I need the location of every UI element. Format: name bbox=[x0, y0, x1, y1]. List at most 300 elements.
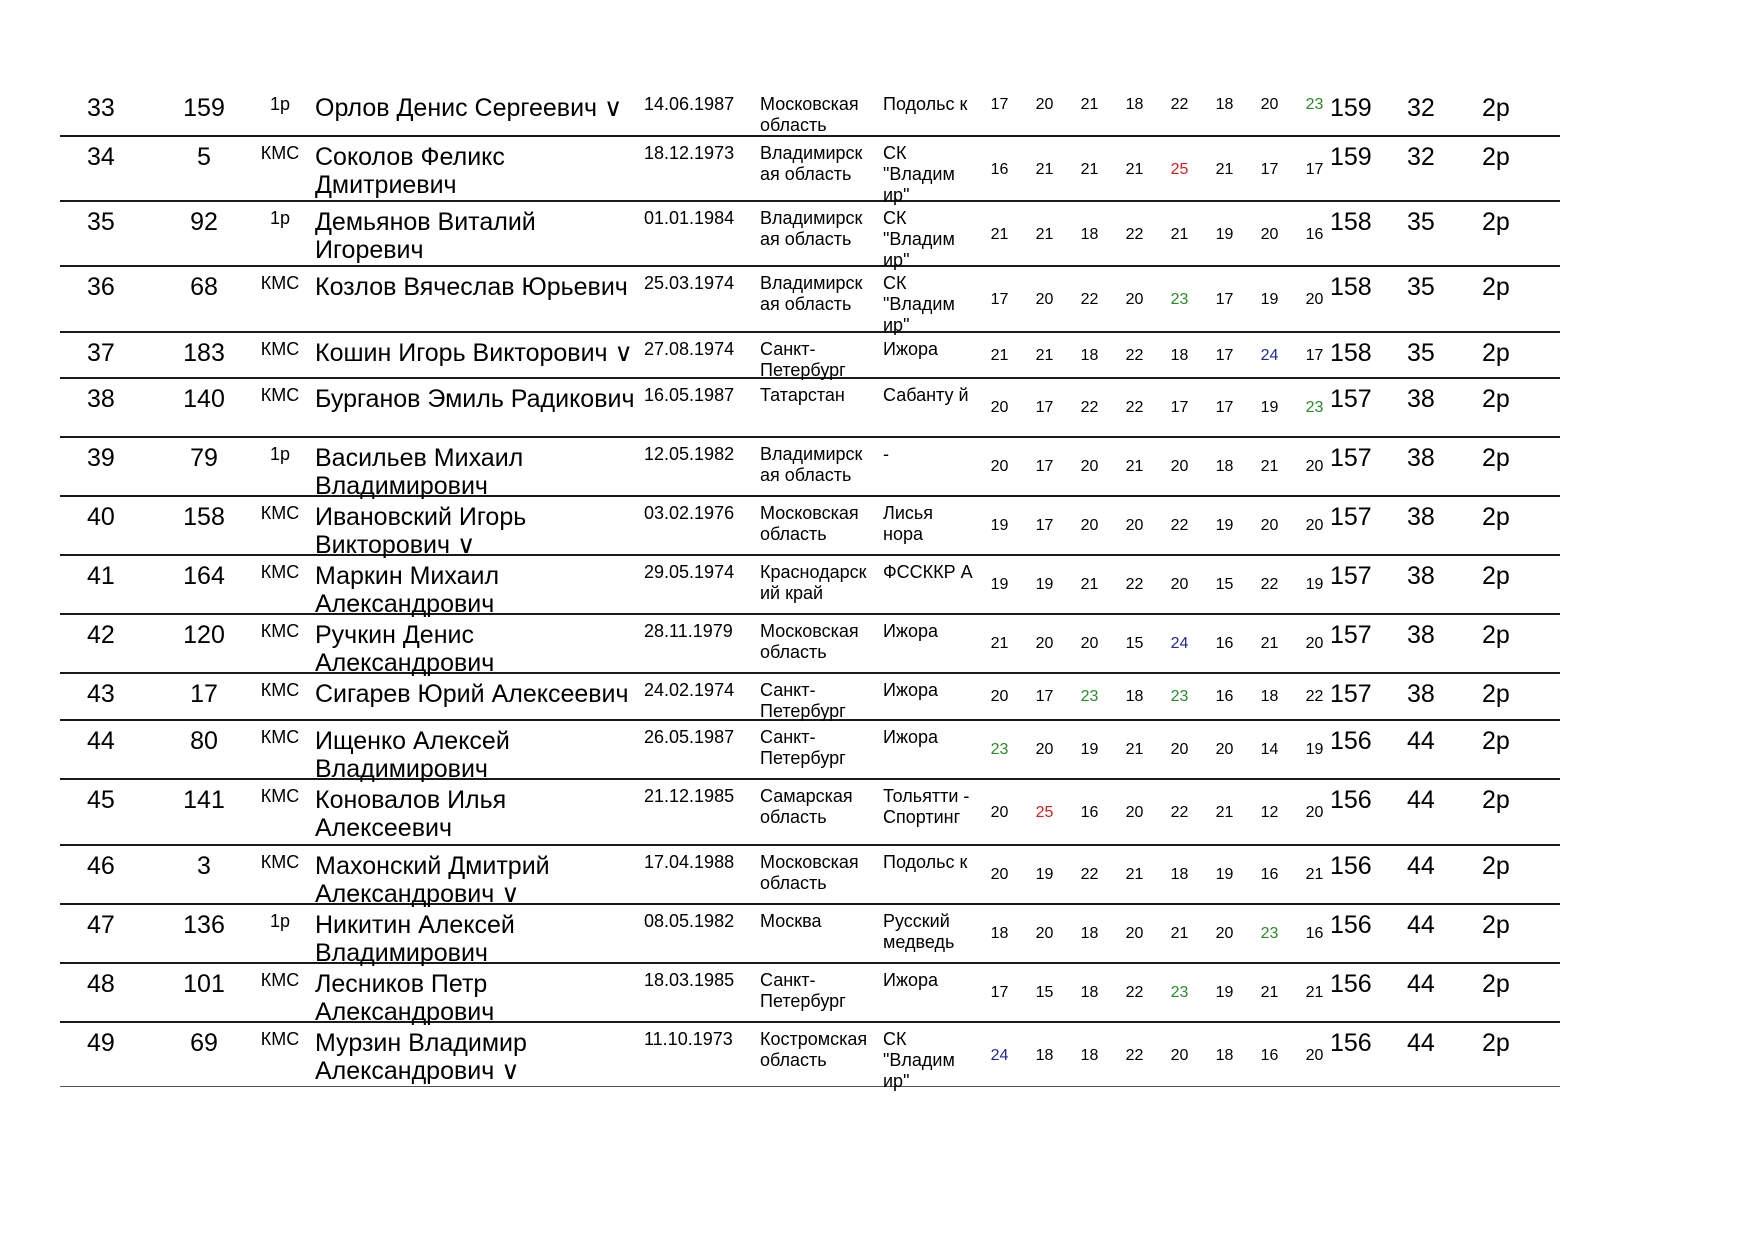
series-score-cell: 18 bbox=[1080, 1047, 1099, 1064]
series-score-cell: 22 bbox=[1080, 291, 1099, 308]
qualification-cell: 2р bbox=[1482, 852, 1510, 880]
table-row bbox=[60, 267, 1560, 333]
shared-position-cell: 35 bbox=[1407, 273, 1435, 301]
series-score-cell: 20 bbox=[1170, 1047, 1189, 1064]
series-score-cell: 22 bbox=[1125, 347, 1144, 364]
table-row bbox=[60, 905, 1560, 967]
place-cell: 46 bbox=[87, 852, 115, 880]
total-score-cell: 158 bbox=[1330, 273, 1372, 301]
sport-rank-cell: КМС bbox=[260, 562, 300, 582]
table-row bbox=[60, 846, 1560, 908]
qualification-cell: 2р bbox=[1482, 385, 1510, 413]
series-scores bbox=[977, 458, 1337, 476]
region-cell: Санкт- Петербург bbox=[760, 727, 846, 768]
athlete-name-cell: Орлов Денис Сергеевич ∨ bbox=[315, 94, 623, 122]
club-cell: Тольятти - Спортинг bbox=[883, 786, 970, 827]
table-row bbox=[60, 379, 1560, 438]
club-cell: СК "Владим ир" bbox=[883, 273, 955, 335]
qualification-cell: 2р bbox=[1482, 339, 1510, 367]
bib-number-cell: 5 bbox=[197, 143, 211, 171]
qualification-cell: 2р bbox=[1482, 208, 1510, 236]
shared-position-cell: 32 bbox=[1407, 143, 1435, 171]
series-score-cell: 12 bbox=[1260, 804, 1279, 821]
series-score-cell: 21 bbox=[1080, 96, 1099, 113]
qualification-cell: 2р bbox=[1482, 621, 1510, 649]
series-score-cell: 20 bbox=[1260, 226, 1279, 243]
series-score-cell: 21 bbox=[1260, 984, 1279, 1001]
athlete-name-cell: Демьянов Виталий Игоревич bbox=[315, 208, 536, 264]
series-score-cell: 19 bbox=[1260, 291, 1279, 308]
series-score-cell: 22 bbox=[1125, 226, 1144, 243]
series-score-cell: 20 bbox=[1080, 635, 1099, 652]
table-row bbox=[60, 721, 1560, 783]
series-scores bbox=[977, 576, 1337, 594]
shared-position-cell: 44 bbox=[1407, 911, 1435, 939]
series-score-cell: 21 bbox=[1170, 925, 1189, 942]
series-score-cell: 20 bbox=[1035, 96, 1054, 113]
birth-date-cell: 21.12.1985 bbox=[644, 786, 735, 806]
series-score-cell: 20 bbox=[990, 399, 1009, 416]
total-score-cell: 156 bbox=[1330, 1029, 1372, 1057]
series-score-cell: 20 bbox=[1215, 741, 1234, 758]
athlete-name-cell: Коновалов Илья Алексеевич bbox=[315, 786, 507, 842]
series-score-cell: 14 bbox=[1260, 741, 1279, 758]
qualification-cell: 2р bbox=[1482, 562, 1510, 590]
series-score-cell: 19 bbox=[1035, 576, 1054, 593]
place-cell: 43 bbox=[87, 680, 115, 708]
series-score-cell: 17 bbox=[1305, 347, 1324, 364]
series-scores bbox=[977, 1047, 1337, 1065]
series-score-cell: 23 bbox=[1080, 688, 1099, 705]
birth-date-cell: 24.02.1974 bbox=[644, 680, 735, 700]
table-row bbox=[60, 202, 1560, 270]
series-score-cell: 18 bbox=[1080, 984, 1099, 1001]
total-score-cell: 156 bbox=[1330, 852, 1372, 880]
series-scores bbox=[977, 804, 1337, 822]
series-score-cell: 17 bbox=[990, 291, 1009, 308]
series-score-cell: 17 bbox=[1170, 399, 1189, 416]
series-score-cell: 20 bbox=[1305, 804, 1324, 821]
table-row bbox=[60, 497, 1560, 559]
place-cell: 33 bbox=[87, 94, 115, 122]
series-score-cell: 20 bbox=[990, 458, 1009, 475]
place-cell: 47 bbox=[87, 911, 115, 939]
region-cell: Санкт- Петербург bbox=[760, 339, 846, 380]
region-cell: Владимирск ая область bbox=[760, 444, 863, 485]
sport-rank-cell: 1р bbox=[269, 444, 291, 464]
athlete-name-cell: Никитин Алексей Владимирович bbox=[315, 911, 515, 967]
club-cell: Лисья нора bbox=[883, 503, 933, 544]
sport-rank-cell: КМС bbox=[260, 727, 300, 747]
results-table bbox=[60, 88, 1560, 1091]
qualification-cell: 2р bbox=[1482, 680, 1510, 708]
series-score-cell: 21 bbox=[1035, 226, 1054, 243]
series-score-cell: 20 bbox=[1035, 925, 1054, 942]
birth-date-cell: 28.11.1979 bbox=[644, 621, 733, 641]
series-score-cell: 23 bbox=[1170, 984, 1189, 1001]
total-score-cell: 156 bbox=[1330, 970, 1372, 998]
series-score-cell: 22 bbox=[1125, 1047, 1144, 1064]
birth-date-cell: 03.02.1976 bbox=[644, 503, 735, 523]
birth-date-cell: 18.03.1985 bbox=[644, 970, 735, 990]
place-cell: 34 bbox=[87, 143, 115, 171]
qualification-cell: 2р bbox=[1482, 503, 1510, 531]
sport-rank-cell: КМС bbox=[260, 970, 300, 990]
series-score-cell: 19 bbox=[1080, 741, 1099, 758]
region-cell: Татарстан bbox=[760, 385, 845, 405]
shared-position-cell: 38 bbox=[1407, 680, 1435, 708]
place-cell: 49 bbox=[87, 1029, 115, 1057]
birth-date-cell: 17.04.1988 bbox=[644, 852, 735, 872]
series-score-cell: 17 bbox=[1035, 517, 1054, 534]
club-cell: Ижора bbox=[883, 621, 939, 641]
series-score-cell: 20 bbox=[990, 866, 1009, 883]
series-score-cell: 23 bbox=[1260, 925, 1279, 942]
series-scores bbox=[977, 688, 1337, 706]
bib-number-cell: 68 bbox=[190, 273, 218, 301]
bib-number-cell: 159 bbox=[183, 94, 225, 122]
series-scores bbox=[977, 226, 1337, 244]
club-cell: Подольс к bbox=[883, 94, 968, 114]
birth-date-cell: 26.05.1987 bbox=[644, 727, 735, 747]
series-score-cell: 18 bbox=[1170, 866, 1189, 883]
place-cell: 35 bbox=[87, 208, 115, 236]
series-score-cell: 20 bbox=[1080, 517, 1099, 534]
sport-rank-cell: КМС bbox=[260, 273, 300, 293]
total-score-cell: 159 bbox=[1330, 94, 1372, 122]
series-score-cell: 22 bbox=[1170, 804, 1189, 821]
athlete-name-cell: Васильев Михаил Владимирович bbox=[315, 444, 524, 500]
series-score-cell: 21 bbox=[1125, 161, 1144, 178]
table-row bbox=[60, 88, 1560, 137]
total-score-cell: 157 bbox=[1330, 562, 1372, 590]
series-score-cell: 24 bbox=[1260, 347, 1279, 364]
series-scores bbox=[977, 291, 1337, 309]
bib-number-cell: 136 bbox=[183, 911, 225, 939]
series-score-cell: 23 bbox=[1170, 291, 1189, 308]
series-score-cell: 24 bbox=[1170, 635, 1189, 652]
series-score-cell: 18 bbox=[1125, 688, 1144, 705]
series-score-cell: 18 bbox=[990, 925, 1009, 942]
region-cell: Московская область bbox=[760, 503, 859, 544]
series-score-cell: 20 bbox=[990, 688, 1009, 705]
series-score-cell: 20 bbox=[1125, 517, 1144, 534]
series-score-cell: 21 bbox=[1080, 161, 1099, 178]
club-cell: Ижора bbox=[883, 339, 939, 359]
series-score-cell: 23 bbox=[1305, 399, 1324, 416]
athlete-name-cell: Мурзин Владимир Александрович ∨ bbox=[315, 1029, 527, 1085]
series-score-cell: 21 bbox=[1260, 635, 1279, 652]
series-score-cell: 18 bbox=[1125, 96, 1144, 113]
birth-date-cell: 18.12.1973 bbox=[644, 143, 735, 163]
series-score-cell: 22 bbox=[1125, 399, 1144, 416]
qualification-cell: 2р bbox=[1482, 94, 1510, 122]
series-score-cell: 21 bbox=[990, 226, 1009, 243]
sport-rank-cell: КМС bbox=[260, 786, 300, 806]
place-cell: 44 bbox=[87, 727, 115, 755]
series-score-cell: 18 bbox=[1080, 925, 1099, 942]
series-score-cell: 23 bbox=[990, 741, 1009, 758]
shared-position-cell: 44 bbox=[1407, 970, 1435, 998]
birth-date-cell: 16.05.1987 bbox=[644, 385, 735, 405]
sport-rank-cell: КМС bbox=[260, 385, 300, 405]
series-score-cell: 20 bbox=[990, 804, 1009, 821]
athlete-name-cell: Ищенко Алексей Владимирович bbox=[315, 727, 510, 783]
total-score-cell: 158 bbox=[1330, 208, 1372, 236]
series-scores bbox=[977, 866, 1337, 884]
total-score-cell: 159 bbox=[1330, 143, 1372, 171]
series-score-cell: 20 bbox=[1305, 517, 1324, 534]
shared-position-cell: 38 bbox=[1407, 503, 1435, 531]
club-cell: СК "Владим ир" bbox=[883, 208, 955, 270]
shared-position-cell: 44 bbox=[1407, 1029, 1435, 1057]
athlete-name-cell: Махонский Дмитрий Александрович ∨ bbox=[315, 852, 550, 908]
shared-position-cell: 44 bbox=[1407, 727, 1435, 755]
series-score-cell: 21 bbox=[1035, 347, 1054, 364]
series-score-cell: 20 bbox=[1215, 925, 1234, 942]
birth-date-cell: 25.03.1974 bbox=[644, 273, 735, 293]
series-score-cell: 21 bbox=[1215, 804, 1234, 821]
series-score-cell: 21 bbox=[1125, 741, 1144, 758]
table-row bbox=[60, 137, 1560, 205]
shared-position-cell: 38 bbox=[1407, 444, 1435, 472]
series-score-cell: 22 bbox=[1170, 517, 1189, 534]
series-score-cell: 20 bbox=[1125, 925, 1144, 942]
total-score-cell: 157 bbox=[1330, 444, 1372, 472]
sport-rank-cell: 1р bbox=[269, 911, 291, 931]
club-cell: Русский медведь bbox=[883, 911, 955, 952]
series-score-cell: 17 bbox=[1215, 291, 1234, 308]
bib-number-cell: 158 bbox=[183, 503, 225, 531]
place-cell: 38 bbox=[87, 385, 115, 413]
qualification-cell: 2р bbox=[1482, 727, 1510, 755]
total-score-cell: 157 bbox=[1330, 621, 1372, 649]
shared-position-cell: 38 bbox=[1407, 621, 1435, 649]
series-score-cell: 21 bbox=[1170, 226, 1189, 243]
birth-date-cell: 29.05.1974 bbox=[644, 562, 735, 582]
series-score-cell: 20 bbox=[1035, 291, 1054, 308]
series-score-cell: 19 bbox=[990, 576, 1009, 593]
sport-rank-cell: 1р bbox=[269, 208, 291, 228]
region-cell: Московская область bbox=[760, 94, 859, 135]
athlete-name-cell: Лесников Петр Александрович bbox=[315, 970, 495, 1026]
sport-rank-cell: КМС bbox=[260, 852, 300, 872]
sport-rank-cell: КМС bbox=[260, 680, 300, 700]
total-score-cell: 157 bbox=[1330, 680, 1372, 708]
series-score-cell: 18 bbox=[1260, 688, 1279, 705]
series-score-cell: 16 bbox=[1305, 226, 1324, 243]
shared-position-cell: 44 bbox=[1407, 852, 1435, 880]
region-cell: Санкт- Петербург bbox=[760, 680, 846, 721]
bib-number-cell: 69 bbox=[190, 1029, 218, 1057]
series-score-cell: 22 bbox=[1125, 984, 1144, 1001]
region-cell: Костромская область bbox=[760, 1029, 868, 1070]
shared-position-cell: 35 bbox=[1407, 208, 1435, 236]
club-cell: СК "Владим ир" bbox=[883, 143, 955, 205]
bib-number-cell: 164 bbox=[183, 562, 225, 590]
bib-number-cell: 140 bbox=[183, 385, 225, 413]
table-row bbox=[60, 674, 1560, 721]
series-score-cell: 18 bbox=[1080, 347, 1099, 364]
shared-position-cell: 32 bbox=[1407, 94, 1435, 122]
club-cell: Подольс к bbox=[883, 852, 968, 872]
region-cell: Краснодарск ий край bbox=[760, 562, 867, 603]
series-score-cell: 21 bbox=[1125, 458, 1144, 475]
series-score-cell: 17 bbox=[1305, 161, 1324, 178]
series-score-cell: 19 bbox=[1305, 741, 1324, 758]
series-score-cell: 20 bbox=[1305, 635, 1324, 652]
series-score-cell: 17 bbox=[1035, 399, 1054, 416]
series-score-cell: 17 bbox=[1215, 399, 1234, 416]
series-score-cell: 24 bbox=[990, 1047, 1009, 1064]
series-score-cell: 17 bbox=[1035, 458, 1054, 475]
series-score-cell: 15 bbox=[1125, 635, 1144, 652]
bib-number-cell: 17 bbox=[190, 680, 218, 708]
birth-date-cell: 11.10.1973 bbox=[644, 1029, 733, 1049]
series-score-cell: 16 bbox=[1215, 688, 1234, 705]
athlete-name-cell: Ивановский Игорь Викторович ∨ bbox=[315, 503, 527, 559]
series-score-cell: 21 bbox=[1035, 161, 1054, 178]
table-row bbox=[60, 1023, 1560, 1091]
athlete-name-cell: Маркин Михаил Александрович bbox=[315, 562, 500, 618]
series-score-cell: 20 bbox=[1170, 458, 1189, 475]
series-score-cell: 18 bbox=[1215, 96, 1234, 113]
total-score-cell: 157 bbox=[1330, 385, 1372, 413]
series-score-cell: 16 bbox=[1080, 804, 1099, 821]
series-score-cell: 19 bbox=[1035, 866, 1054, 883]
sport-rank-cell: 1р bbox=[269, 94, 291, 114]
series-score-cell: 20 bbox=[1260, 517, 1279, 534]
table-row bbox=[60, 964, 1560, 1026]
bib-number-cell: 101 bbox=[183, 970, 225, 998]
series-score-cell: 18 bbox=[1215, 1047, 1234, 1064]
series-scores bbox=[977, 741, 1337, 759]
series-score-cell: 22 bbox=[1170, 96, 1189, 113]
series-score-cell: 21 bbox=[1305, 866, 1324, 883]
region-cell: Владимирск ая область bbox=[760, 208, 863, 249]
place-cell: 45 bbox=[87, 786, 115, 814]
series-score-cell: 16 bbox=[1305, 925, 1324, 942]
club-cell: Ижора bbox=[883, 680, 939, 700]
total-score-cell: 156 bbox=[1330, 727, 1372, 755]
club-cell: ФССККР А bbox=[883, 562, 973, 582]
series-score-cell: 20 bbox=[1125, 291, 1144, 308]
series-score-cell: 20 bbox=[1170, 576, 1189, 593]
athlete-name-cell: Соколов Феликс Дмитриевич bbox=[315, 143, 505, 199]
qualification-cell: 2р bbox=[1482, 1029, 1510, 1057]
series-score-cell: 23 bbox=[1305, 96, 1324, 113]
sport-rank-cell: КМС bbox=[260, 503, 300, 523]
qualification-cell: 2р bbox=[1482, 911, 1510, 939]
series-score-cell: 19 bbox=[990, 517, 1009, 534]
series-score-cell: 22 bbox=[1080, 866, 1099, 883]
bib-number-cell: 79 bbox=[190, 444, 218, 472]
club-cell: Сабанту й bbox=[883, 385, 969, 405]
series-score-cell: 22 bbox=[1305, 688, 1324, 705]
qualification-cell: 2р bbox=[1482, 970, 1510, 998]
table-row bbox=[60, 780, 1560, 846]
series-score-cell: 18 bbox=[1035, 1047, 1054, 1064]
athlete-name-cell: Козлов Вячеслав Юрьевич bbox=[315, 273, 628, 301]
series-score-cell: 20 bbox=[1170, 741, 1189, 758]
place-cell: 42 bbox=[87, 621, 115, 649]
series-score-cell: 25 bbox=[1035, 804, 1054, 821]
table-row bbox=[60, 438, 1560, 500]
series-score-cell: 17 bbox=[990, 96, 1009, 113]
place-cell: 36 bbox=[87, 273, 115, 301]
series-scores bbox=[977, 984, 1337, 1002]
series-score-cell: 17 bbox=[1035, 688, 1054, 705]
series-score-cell: 18 bbox=[1080, 226, 1099, 243]
qualification-cell: 2р bbox=[1482, 273, 1510, 301]
total-score-cell: 156 bbox=[1330, 786, 1372, 814]
bib-number-cell: 3 bbox=[197, 852, 211, 880]
series-score-cell: 21 bbox=[1125, 866, 1144, 883]
series-score-cell: 20 bbox=[1035, 635, 1054, 652]
table-row bbox=[60, 556, 1560, 618]
series-score-cell: 16 bbox=[1260, 1047, 1279, 1064]
series-score-cell: 18 bbox=[1170, 347, 1189, 364]
qualification-cell: 2р bbox=[1482, 786, 1510, 814]
series-score-cell: 20 bbox=[1035, 741, 1054, 758]
club-cell: СК "Владим ир" bbox=[883, 1029, 955, 1091]
series-score-cell: 17 bbox=[1215, 347, 1234, 364]
shared-position-cell: 38 bbox=[1407, 385, 1435, 413]
sport-rank-cell: КМС bbox=[260, 339, 300, 359]
series-score-cell: 22 bbox=[1260, 576, 1279, 593]
sport-rank-cell: КМС bbox=[260, 1029, 300, 1049]
series-score-cell: 16 bbox=[1215, 635, 1234, 652]
birth-date-cell: 27.08.1974 bbox=[644, 339, 735, 359]
series-scores bbox=[977, 635, 1337, 653]
region-cell: Московская область bbox=[760, 621, 859, 662]
shared-position-cell: 38 bbox=[1407, 562, 1435, 590]
series-score-cell: 18 bbox=[1215, 458, 1234, 475]
series-score-cell: 20 bbox=[1305, 458, 1324, 475]
series-scores bbox=[977, 399, 1337, 417]
place-cell: 48 bbox=[87, 970, 115, 998]
region-cell: Владимирск ая область bbox=[760, 143, 863, 184]
club-cell: Ижора bbox=[883, 727, 939, 747]
series-scores bbox=[977, 517, 1337, 535]
bib-number-cell: 80 bbox=[190, 727, 218, 755]
table-row bbox=[60, 333, 1560, 379]
total-score-cell: 158 bbox=[1330, 339, 1372, 367]
series-score-cell: 21 bbox=[1215, 161, 1234, 178]
club-cell: - bbox=[883, 444, 889, 464]
series-score-cell: 21 bbox=[1305, 984, 1324, 1001]
sport-rank-cell: КМС bbox=[260, 621, 300, 641]
series-scores bbox=[977, 925, 1337, 943]
series-score-cell: 16 bbox=[990, 161, 1009, 178]
athlete-name-cell: Ручкин Денис Александрович bbox=[315, 621, 495, 677]
bib-number-cell: 92 bbox=[190, 208, 218, 236]
series-score-cell: 16 bbox=[1260, 866, 1279, 883]
bib-number-cell: 141 bbox=[183, 786, 225, 814]
sport-rank-cell: КМС bbox=[260, 143, 300, 163]
series-score-cell: 22 bbox=[1125, 576, 1144, 593]
series-score-cell: 22 bbox=[1080, 399, 1099, 416]
series-scores bbox=[977, 347, 1337, 365]
series-score-cell: 20 bbox=[1125, 804, 1144, 821]
series-score-cell: 19 bbox=[1215, 226, 1234, 243]
series-score-cell: 15 bbox=[1215, 576, 1234, 593]
bib-number-cell: 183 bbox=[183, 339, 225, 367]
series-scores bbox=[977, 96, 1337, 114]
region-cell: Самарская область bbox=[760, 786, 853, 827]
series-score-cell: 21 bbox=[990, 347, 1009, 364]
series-score-cell: 21 bbox=[1080, 576, 1099, 593]
